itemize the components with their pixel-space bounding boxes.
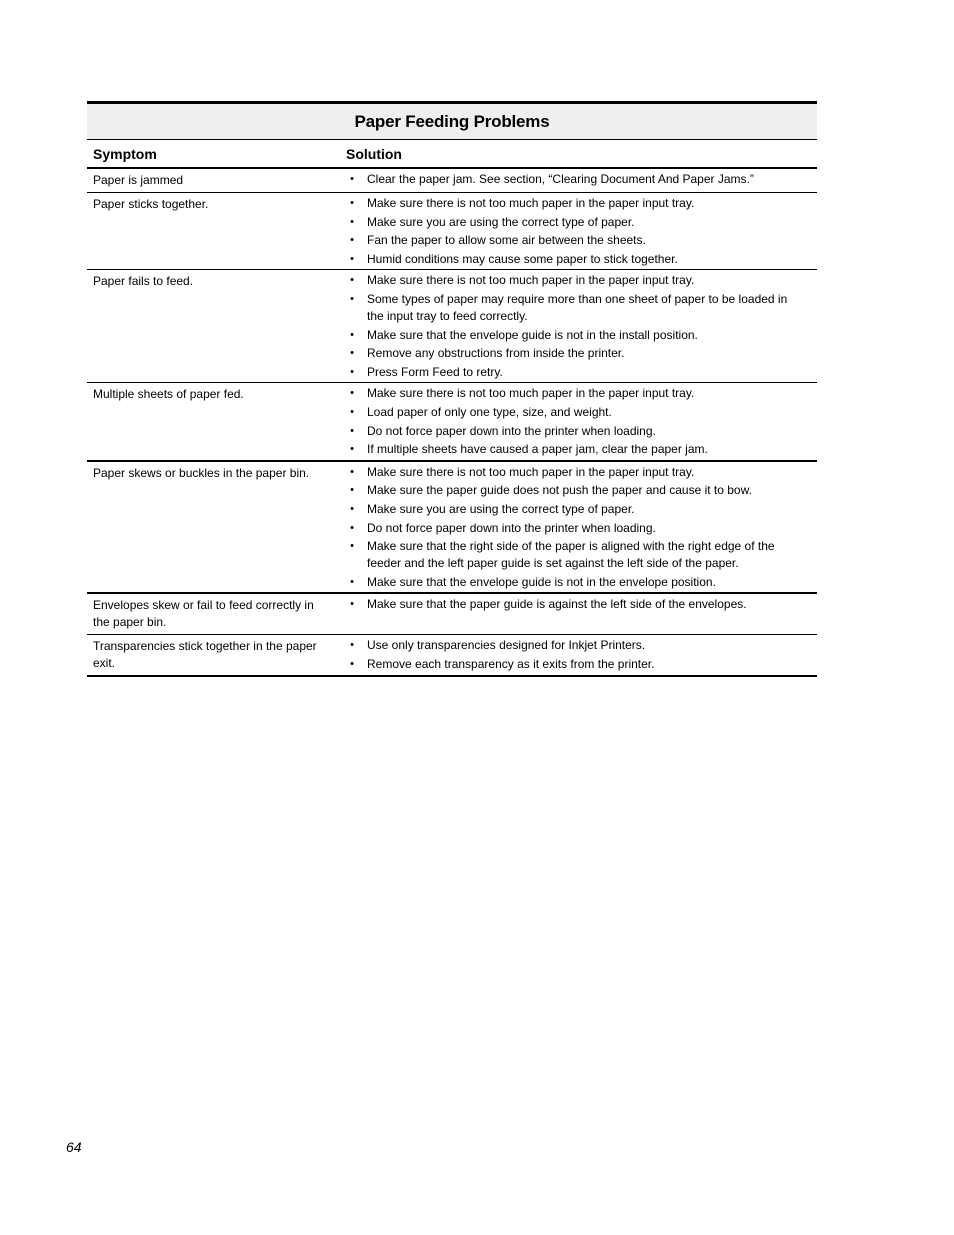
solution-text: Do not force paper down into the printer when loading.: [367, 520, 656, 535]
symptom-cell: Envelopes skew or fail to feed correctly in the paper bin.: [93, 598, 314, 630]
bullet-icon: •: [350, 197, 354, 209]
solution-list: [346, 637, 807, 673]
solution-list: [346, 195, 807, 268]
solution-item: [346, 501, 807, 518]
header-solution: Solution: [346, 146, 402, 162]
solution-item: [346, 574, 807, 591]
solution-text: Fan the paper to allow some air between the sheets.: [367, 233, 646, 248]
bullet-icon: •: [350, 387, 354, 400]
solution-text: Make sure that the paper guide is against the left side of the envelopes.: [367, 597, 747, 612]
solution-text: Use only transparencies designed for Inkjet Printers.: [367, 638, 646, 653]
bullet-icon: •: [350, 234, 354, 247]
solution-cell: [340, 594, 817, 634]
solution-text: Clear the paper jam. See section, “Clearing Document And Paper Jams.”: [367, 172, 754, 186]
symptom-cell: Paper is jammed: [93, 173, 184, 187]
solution-text: Make sure you are using the correct type of paper.: [367, 214, 635, 229]
solution-text: Humid conditions may cause some paper to stick together.: [367, 251, 678, 266]
table-row: [87, 383, 817, 461]
table-row: [87, 193, 817, 270]
solution-cell: [340, 270, 817, 382]
solution-item: [346, 464, 807, 481]
solution-text: Make sure there is not too much paper in the paper input tray.: [367, 464, 695, 479]
solution-item: [346, 520, 807, 537]
solution-cell: [340, 169, 817, 192]
solution-text: Make sure there is not too much paper in the paper input tray.: [367, 386, 695, 401]
table-header-row: [87, 140, 817, 169]
solution-list: [346, 385, 807, 458]
solution-list: [346, 596, 807, 613]
table-title: Paper Feeding Problems: [87, 101, 817, 140]
solution-text: Make sure you are using the correct type of paper.: [367, 501, 635, 516]
symptom-cell: Paper fails to feed.: [93, 274, 194, 289]
table-row: [87, 270, 817, 383]
bullet-icon: •: [350, 292, 354, 305]
solution-item: [346, 171, 807, 188]
solution-item: [346, 327, 807, 344]
solution-text: Make sure there is not too much paper in the paper input tray.: [367, 273, 695, 288]
solution-item: [346, 291, 807, 325]
bullet-icon: •: [350, 484, 354, 497]
solution-item: [346, 364, 807, 381]
bullet-icon: •: [350, 173, 354, 185]
symptom-cell: Transparencies stick together in the paper exit.: [93, 639, 317, 671]
solution-item: [346, 538, 807, 572]
solution-list: [346, 272, 807, 380]
solution-item: [346, 404, 807, 421]
solution-item: [346, 345, 807, 362]
solution-cell: [340, 193, 817, 269]
bullet-icon: •: [350, 502, 354, 515]
solution-item: [346, 214, 807, 231]
solution-item: [346, 441, 807, 458]
table-body: [87, 169, 817, 677]
solution-list: [346, 171, 807, 188]
solution-text: Remove each transparency as it exits from the printer.: [367, 656, 655, 671]
solution-text: Remove any obstructions from inside the printer.: [367, 346, 625, 361]
solution-cell: [340, 383, 817, 459]
bullet-icon: •: [350, 657, 354, 670]
symptom-cell: Multiple sheets of paper fed.: [93, 387, 244, 402]
bullet-icon: •: [350, 465, 354, 478]
table-row: [87, 635, 817, 677]
solution-list: [346, 464, 807, 591]
solution-text: Make sure that the envelope guide is not in the install position.: [367, 327, 698, 342]
table-row: [87, 462, 817, 595]
solution-text: If multiple sheets have caused a paper jam, clear the paper jam.: [367, 442, 708, 457]
bullet-icon: •: [350, 443, 354, 456]
bullet-icon: •: [350, 347, 354, 360]
solution-item: [346, 272, 807, 289]
bullet-icon: •: [350, 365, 354, 378]
solution-text: Make sure that the envelope guide is not in the envelope position.: [367, 574, 716, 589]
solution-cell: [340, 635, 817, 675]
solution-text: Load paper of only one type, size, and weight.: [367, 404, 612, 419]
solution-item: [346, 423, 807, 440]
bullet-icon: •: [350, 598, 354, 611]
bullet-icon: •: [350, 215, 354, 228]
solution-cell: [340, 462, 817, 593]
solution-item: [346, 656, 807, 673]
troubleshooting-table: [87, 101, 817, 677]
table-row: [87, 594, 817, 635]
bullet-icon: •: [350, 274, 354, 287]
header-symptom: Symptom: [93, 146, 157, 162]
solution-text: Make sure the paper guide does not push the paper and cause it to bow.: [367, 483, 752, 498]
solution-item: [346, 251, 807, 268]
bullet-icon: •: [350, 639, 354, 652]
bullet-icon: •: [350, 424, 354, 437]
symptom-cell: Paper sticks together.: [93, 197, 209, 211]
solution-item: [346, 385, 807, 402]
solution-text: Make sure that the right side of the paper is aligned with the right edge of the feeder and the left paper guide is set against the left side of the paper.: [367, 539, 775, 571]
solution-text: Some types of paper may require more than one sheet of paper to be loaded in the input tray to feed correctly.: [367, 291, 788, 323]
bullet-icon: •: [350, 521, 354, 534]
solution-text: Make sure there is not too much paper in the paper input tray.: [367, 196, 695, 210]
bullet-icon: •: [350, 252, 354, 265]
bullet-icon: •: [350, 405, 354, 418]
page-number: 64: [66, 1139, 82, 1155]
solution-item: [346, 482, 807, 499]
solution-item: [346, 596, 807, 613]
table-row: [87, 169, 817, 193]
solution-text: Do not force paper down into the printer when loading.: [367, 423, 656, 438]
bullet-icon: •: [350, 328, 354, 341]
bullet-icon: •: [350, 575, 354, 588]
solution-text: Press Form Feed to retry.: [367, 364, 503, 379]
symptom-cell: Paper skews or buckles in the paper bin.: [93, 465, 310, 480]
solution-item: [346, 195, 807, 212]
bullet-icon: •: [350, 540, 354, 553]
solution-item: [346, 637, 807, 654]
solution-item: [346, 232, 807, 249]
